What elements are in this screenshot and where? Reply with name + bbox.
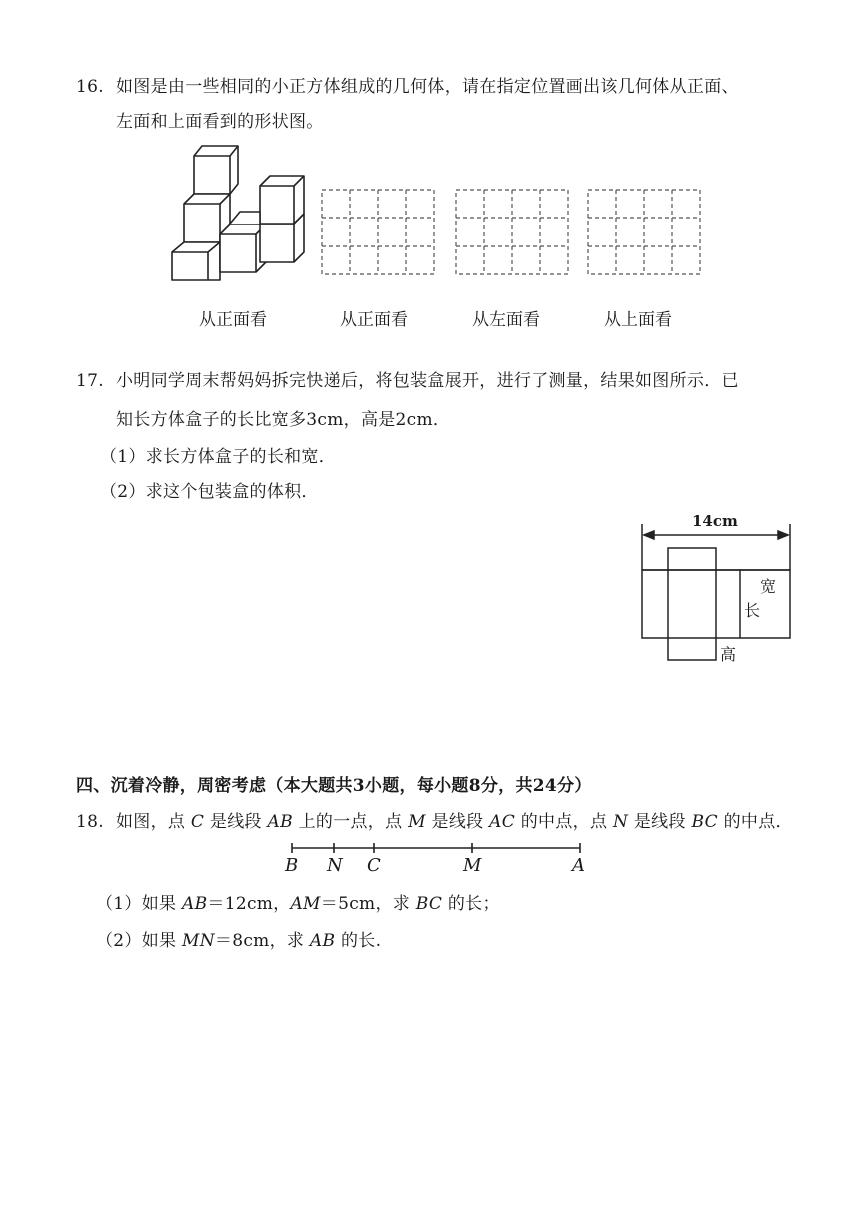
q18-stem-M: M: [408, 812, 426, 832]
point-label-M: M: [463, 855, 482, 876]
q18-part2-v2: AB: [309, 931, 336, 951]
net-chang-label: 长: [744, 601, 761, 620]
point-label-N: N: [327, 855, 343, 876]
net-gao-label: 高: [720, 645, 737, 664]
dashed-grid-1: [320, 188, 436, 276]
q18-stem: [116, 811, 793, 833]
q18-stem-s4: 是线段: [425, 812, 490, 832]
point-label-A: A: [572, 855, 585, 876]
q18-part1-v2: AM: [290, 894, 321, 914]
q18-part2-e2: 的长.: [335, 931, 382, 951]
dashed-grid-2: [454, 188, 570, 276]
q16-text-line1: 如图是由一些相同的小正方体组成的几何体，请在指定位置画出该几何体从正面、: [116, 77, 739, 97]
q17-part1: （1）求长方体盒子的长和宽．: [100, 447, 337, 467]
q18-part1-v3: BC: [415, 894, 443, 914]
point-label-B: B: [285, 855, 299, 876]
q17-number: 17.: [76, 371, 104, 391]
q18-part1-e2: ＝5cm，求: [320, 894, 416, 914]
q18-stem-C: C: [190, 812, 205, 832]
caption-top-view: 从上面看: [604, 310, 672, 330]
q18-part2-prefix: （2）如果: [96, 931, 183, 951]
q18-stem-AB: AB: [267, 812, 293, 832]
q16-number: 16.: [76, 77, 104, 97]
net-width-label: 14cm: [692, 512, 738, 530]
q18-part1-e3: 的长；: [442, 894, 500, 914]
q18-stem-s6: 是线段: [628, 812, 692, 832]
q18-part2: [96, 930, 381, 952]
q18-stem-s1: 如图，点: [116, 812, 191, 832]
section4-title: 四、沉着冷静，周密考虑（本大题共3小题，每小题8分，共24分）: [76, 776, 592, 796]
q18-number: 18.: [76, 812, 104, 832]
q18-stem-s7: 的中点．: [717, 812, 793, 832]
q18-stem-N: N: [612, 812, 629, 832]
q18-stem-BC: BC: [691, 812, 718, 832]
caption-front-view: 从正面看: [340, 310, 408, 330]
q18-stem-s2: 是线段: [204, 812, 268, 832]
dashed-grid-3: [586, 188, 702, 276]
cube-solid-figure: [168, 142, 308, 287]
q18-stem-AC: AC: [489, 812, 516, 832]
q18-part2-e1: ＝8cm，求: [214, 931, 310, 951]
q18-part2-v1: MN: [182, 931, 215, 951]
point-label-C: C: [367, 855, 381, 876]
q17-text-line1: 小明同学周末帮妈妈拆完快递后，将包装盒展开，进行了测量，结果如图所示．已: [116, 371, 739, 391]
net-kuan-label: 宽: [760, 577, 777, 596]
q18-stem-s5: 的中点，点: [515, 812, 613, 832]
q17-part2: （2）求这个包装盒的体积．: [100, 482, 319, 502]
q16-text-line2: 左面和上面看到的形状图。: [116, 112, 324, 132]
q17-text-line2: 知长方体盒子的长比宽多3cm，高是2cm．: [116, 410, 451, 430]
caption-left-view: 从左面看: [472, 310, 540, 330]
q18-part1-v1: AB: [182, 894, 208, 914]
q18-stem-s3: 上的一点，点: [292, 812, 409, 832]
q18-part1-e1: ＝12cm，: [207, 894, 291, 914]
q18-part1-prefix: （1）如果: [96, 894, 183, 914]
q18-part1: [96, 893, 500, 915]
caption-solid: 从正面看: [199, 310, 267, 330]
